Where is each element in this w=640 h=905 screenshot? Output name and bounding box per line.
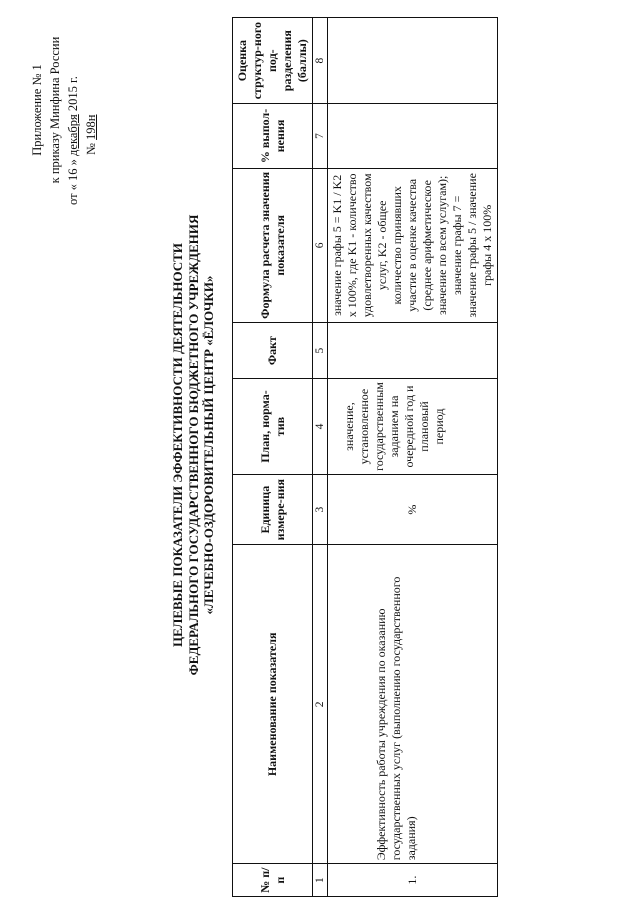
colnum-7: 7 [313, 104, 328, 168]
appendix-block [28, 15, 101, 205]
indicator-score [328, 18, 498, 104]
header-num: № п/п [233, 864, 313, 897]
header-unit: Единица измере-ния [233, 474, 313, 545]
colnum-3: 3 [313, 474, 328, 545]
header-percent: % выпол-нения [233, 104, 313, 168]
appendix-number-line [82, 15, 100, 205]
title-line-2: ФЕДЕРАЛЬНОГО ГОСУДАРСТВЕННОГО БЮДЖЕТНОГО УЧРЕЖДЕНИЯ [185, 214, 201, 676]
title-line-3: «ЛЕЧЕБНО-ОЗДОРОВИТЕЛЬНЫЙ ЦЕНТР «ЁЛОЧКИ» [201, 275, 217, 615]
header-score: Оценка структур-ного под-разделения (баллы) [233, 18, 313, 104]
colnum-6: 6 [313, 168, 328, 322]
appendix-date-line [64, 15, 82, 205]
document-title [170, 165, 217, 725]
appendix-date-year: 2015 г. [66, 76, 81, 115]
column-number-row [313, 18, 328, 897]
indicator-unit: % [328, 474, 498, 545]
appendix-number-prefix: № [84, 139, 99, 155]
indicator-formula: значение графы 5 = K1 / K2 x 100%, где K1 - количество удовлетворенных качеством услуг, K2 - общее количество принявших участие в оценке качества (среднее арифметическое значение по всем услугам); значение графы 7 = значение графы 5 / значение графы 4 x 100% [328, 168, 498, 322]
header-plan: План, норма-тив [233, 379, 313, 475]
header-fact: Факт [233, 323, 313, 379]
appendix-number: 198н [84, 114, 99, 140]
colnum-8: 8 [313, 18, 328, 104]
colnum-5: 5 [313, 323, 328, 379]
table-header-row [233, 18, 313, 897]
table-row [328, 18, 498, 897]
appendix-line-1: Приложение № 1 [30, 64, 44, 156]
colnum-1: 1 [313, 864, 328, 897]
row-number: 1. [328, 864, 498, 897]
appendix-date-month: декабря [66, 114, 81, 156]
colnum-4: 4 [313, 379, 328, 475]
indicator-percent [328, 104, 498, 168]
colnum-2: 2 [313, 545, 328, 864]
appendix-date-prefix: от « 16 » [66, 155, 81, 205]
indicators-table [232, 17, 498, 897]
indicator-plan: значение, установленное государственным заданием на очередной год и плановый период [328, 379, 498, 475]
indicator-fact [328, 323, 498, 379]
header-formula: Формула расчета значения показателя [233, 168, 313, 322]
appendix-line-2: к приказу Минфина России [48, 36, 63, 184]
header-name: Наименование показателя [233, 545, 313, 864]
indicator-name: Эффективность работы учреждения по оказанию государственных услуг (выполнению государственного задания) [328, 545, 498, 864]
title-line-1: ЦЕЛЕВЫЕ ПОКАЗАТЕЛИ ЭФФЕКТИВНОСТИ ДЕЯТЕЛЬНОСТИ [170, 243, 185, 647]
